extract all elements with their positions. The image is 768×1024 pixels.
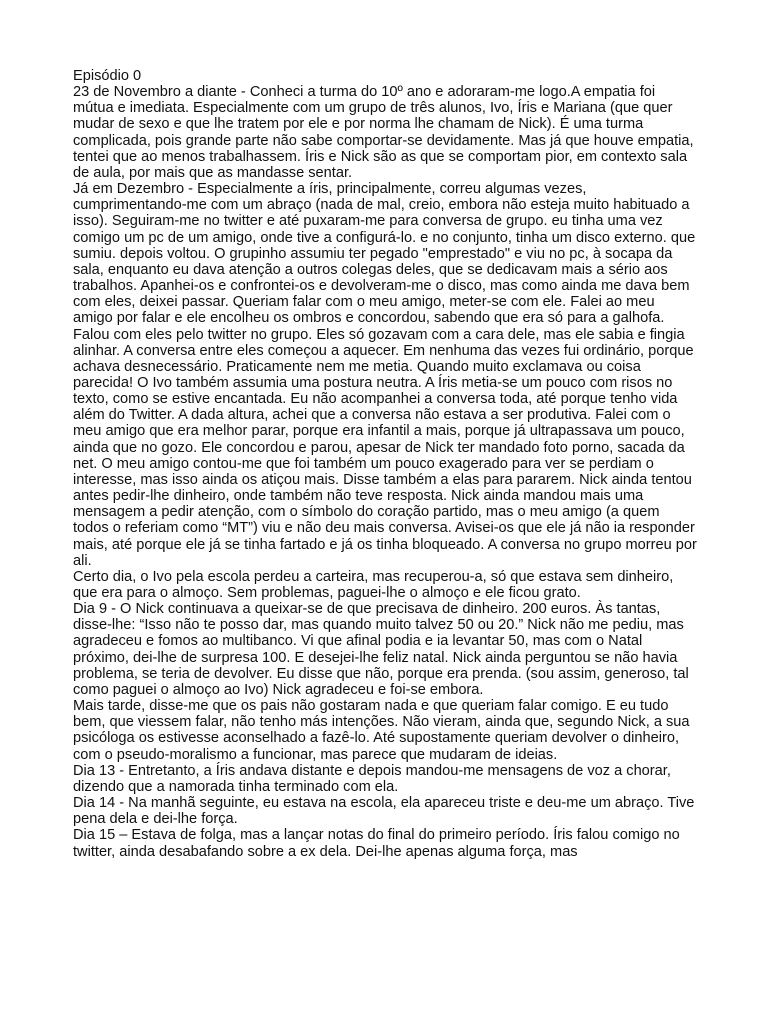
- paragraph-december: Já em Dezembro - Especialmente a íris, principalmente, correu algumas vezes, cumprimentando-me com um abraço (nada de mal, creio, embora não esteja muito habituado a isso). Seguiram-me no twitter e até puxaram-me para conversa de grupo. eu tinha uma vez comigo um pc de um amigo, onde tive a configurá-lo. e no conjunto, tinha um disco externo. que sumiu. depois voltou. O grupinho assumiu ter pegado "emprestado" e viu no pc, à socapa da sala, enquanto eu dava atenção a outros colegas deles, que se dedicavam mais a sério aos trabalhos. Apanhei-os e confrontei-os e devolveram-me o disco, mas como ainda me dava bem com eles, deixei passar. Queriam falar com o meu amigo, meter-se com ele. Falei ao meu amigo por falar e ele encolheu os ombros e concordou, sabendo que era só para a galhofa. Falou com eles pelo twitter no grupo. Eles só gozavam com a cara dele, mas ele sabia e fingia alinhar. A conversa entre eles começou a aquecer. Em nenhuma das vezes fui ordinário, porque achava desnecessário. Praticamente nem me metia. Quando muito exclamava ou coisa parecida! O Ivo também assumia uma postura neutra. A Íris metia-se um pouco com risos no texto, como se estive encantada. Eu não acompanhei a conversa toda, até porque tenho vida além do Twitter. A dada altura, achei que a conversa não estava a ser produtiva. Falei com o meu amigo que era melhor parar, porque era infantil a mais, porque já ultrapassava um pouco, ainda que no gozo. Ele concordou e parou, apesar de Nick ter mandado foto porno, sacada da net. O meu amigo contou-me que foi também um pouco exagerado para ver se perdiam o interesse, mas isso ainda os atiçou mais. Disse também a elas para pararem. Nick ainda tentou antes pedir-lhe dinheiro, onde também não teve resposta. Nick ainda mandou mais uma mensagem a pedir atenção, com o símbolo do coração partido, mas o meu amigo (a quem todos o referiam como “MT”) viu e não deu mais conversa. Avisei-os que ele já não ia responder mais, até porque ele já se tinha fartado e já os tinha bloqueado. A conversa no grupo morreu por ali.: [73, 181, 697, 569]
- paragraph-wallet: Certo dia, o Ivo pela escola perdeu a carteira, mas recuperou-a, só que estava sem dinheiro, que era para o almoço. Sem problemas, paguei-lhe o almoço e ele ficou grato.: [73, 568, 674, 601]
- paragraph-day-9: Dia 9 - O Nick continuava a queixar-se de que precisava de dinheiro. 200 euros. Às tantas, disse-lhe: “Isso não te posso dar, mas quando muito talvez 50 ou 20.” Nick não me pediu, mas agradeceu e fomos ao multibanco. Vi que afinal podia e ia levantar 50, mas com o Natal próximo, dei-lhe de surpresa 100. E desejei-lhe feliz natal. Nick ainda perguntou se não havia problema, se teria de devolver. Eu disse que não, porque era prenda. (sou assim, generoso, tal como paguei o almoço ao Ivo) Nick agradeceu e foi-se embora.: [73, 601, 689, 698]
- paragraph-day-14: Dia 14 - Na manhã seguinte, eu estava na escola, ela apareceu triste e deu-me um abraço. Tive pena dela e dei-lhe força.: [73, 795, 695, 828]
- document-page: [73, 68, 697, 860]
- paragraph-intro: 23 de Novembro a diante - Conheci a turma do 10º ano e adoraram-me logo.A empatia foi mútua e imediata. Especialmente com um grupo de três alunos, Ivo, Íris e Mariana (que quer mudar de sexo e que lhe tratem por ele e por norma lhe chamam de Nick). É uma turma complicada, pois grande parte não sabe comportar-se devidamente. Mas já que houve empatia, tentei que ao menos trabalhassem. Íris e Nick são as que se comportam pior, em contexto sala de aula, por mais que as mandasse sentar.: [73, 84, 694, 181]
- paragraph-later: Mais tarde, disse-me que os pais não gostaram nada e que queriam falar comigo. E eu tudo bem, que viessem falar, não tenho más intenções. Não vieram, ainda que, segundo Nick, a sua psicóloga os estivesse aconselhado a fazê-lo. Até supostamente queriam devolver o dinheiro, com o pseudo-moralismo a funcionar, mas parece que mudaram de ideias.: [73, 698, 690, 763]
- paragraph-day-13: Dia 13 - Entretanto, a Íris andava distante e depois mandou-me mensagens de voz a chorar, dizendo que a namorada tinha terminado com ela.: [73, 762, 671, 795]
- paragraph-day-15: Dia 15 – Estava de folga, mas a lançar notas do final do primeiro período. Íris falou comigo no twitter, ainda desabafando sobre a ex dela. Dei-lhe apenas alguma força, mas: [73, 827, 680, 860]
- document-title: Episódio 0: [73, 68, 142, 84]
